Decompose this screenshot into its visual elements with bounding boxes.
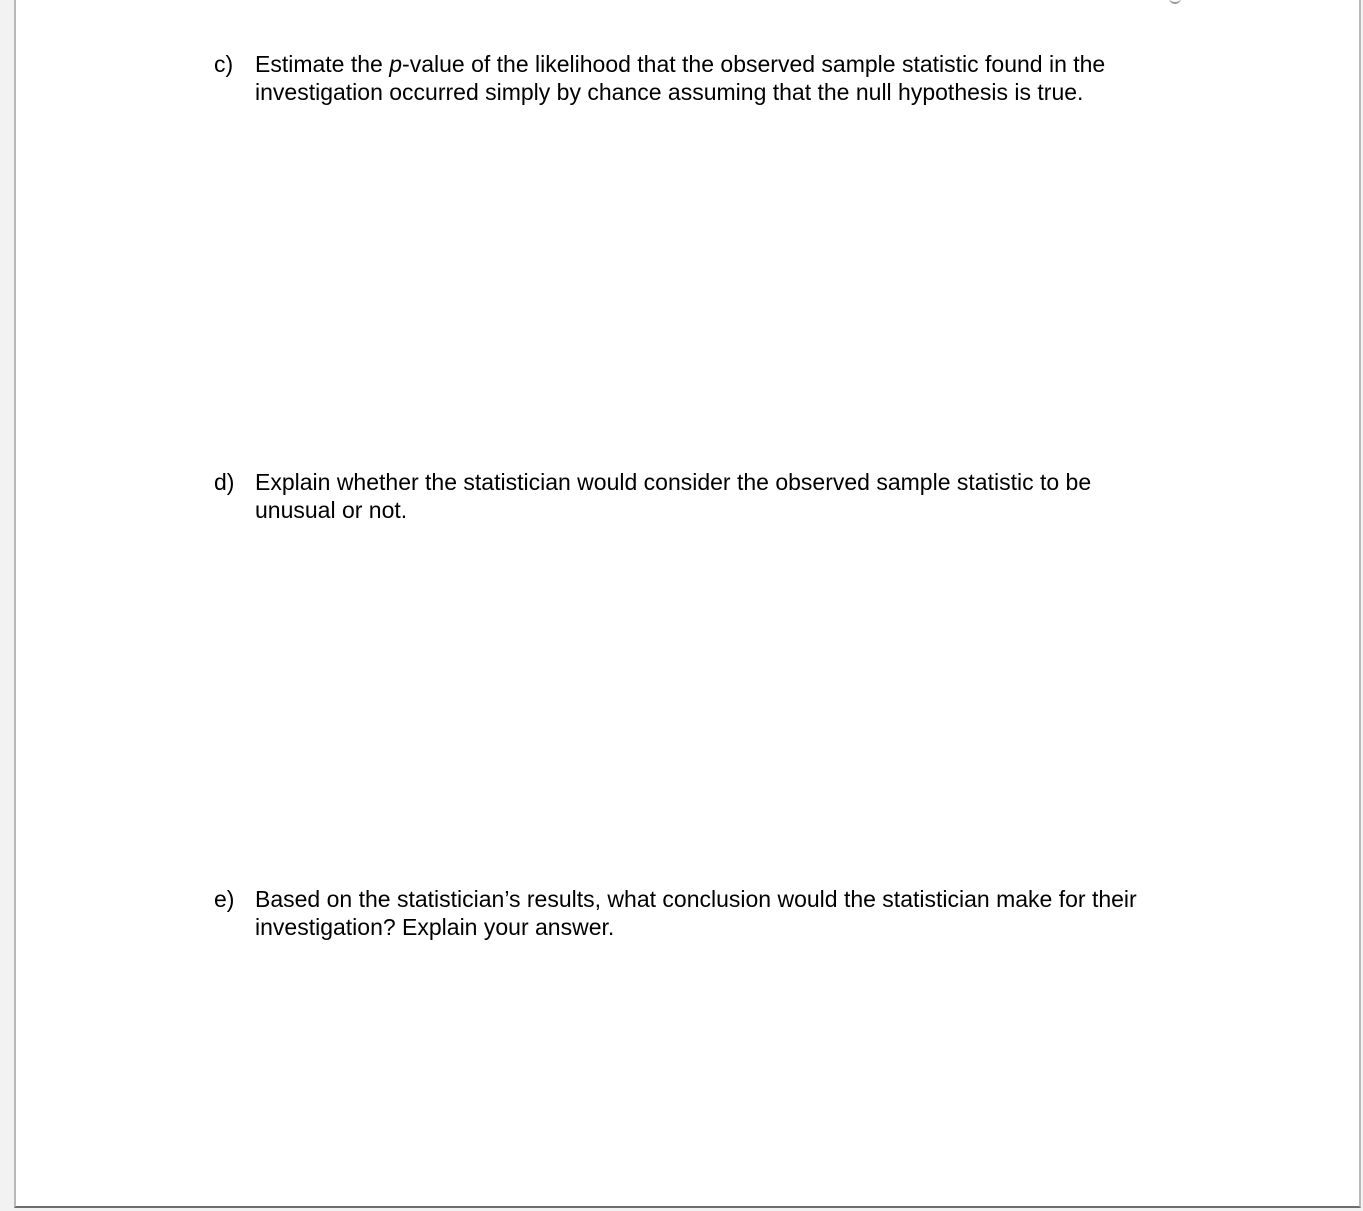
question-e-line-1: Based on the statistician’s results, what conclusion would the statistician make for their (255, 886, 1137, 912)
question-d-line-1: Explain whether the statistician would consider the observed sample statistic to be (255, 469, 1092, 495)
question-e-line-2: investigation? Explain your answer. (255, 914, 615, 940)
question-e-label: e) (214, 886, 235, 912)
p-value-italic-p: p (389, 51, 403, 77)
question-c-line-1-start: Estimate the (255, 51, 390, 77)
question-c-line-1-end: -value of the likelihood that the observed sample statistic found in the (402, 51, 1106, 77)
question-c-line-2: investigation occurred simply by chance assuming that the null hypothesis is true. (255, 79, 1084, 105)
question-d-line-2: unusual or not. (255, 497, 408, 523)
question-e-text (255, 885, 1215, 941)
question-c-text (255, 50, 1215, 106)
question-c-label: c) (214, 51, 234, 77)
page-edge-mark (1169, 0, 1181, 4)
document-page (14, 0, 1361, 1208)
question-d-label: d) (214, 469, 235, 495)
question-d-text (255, 468, 1215, 524)
question-c-line-1 (255, 50, 1215, 78)
